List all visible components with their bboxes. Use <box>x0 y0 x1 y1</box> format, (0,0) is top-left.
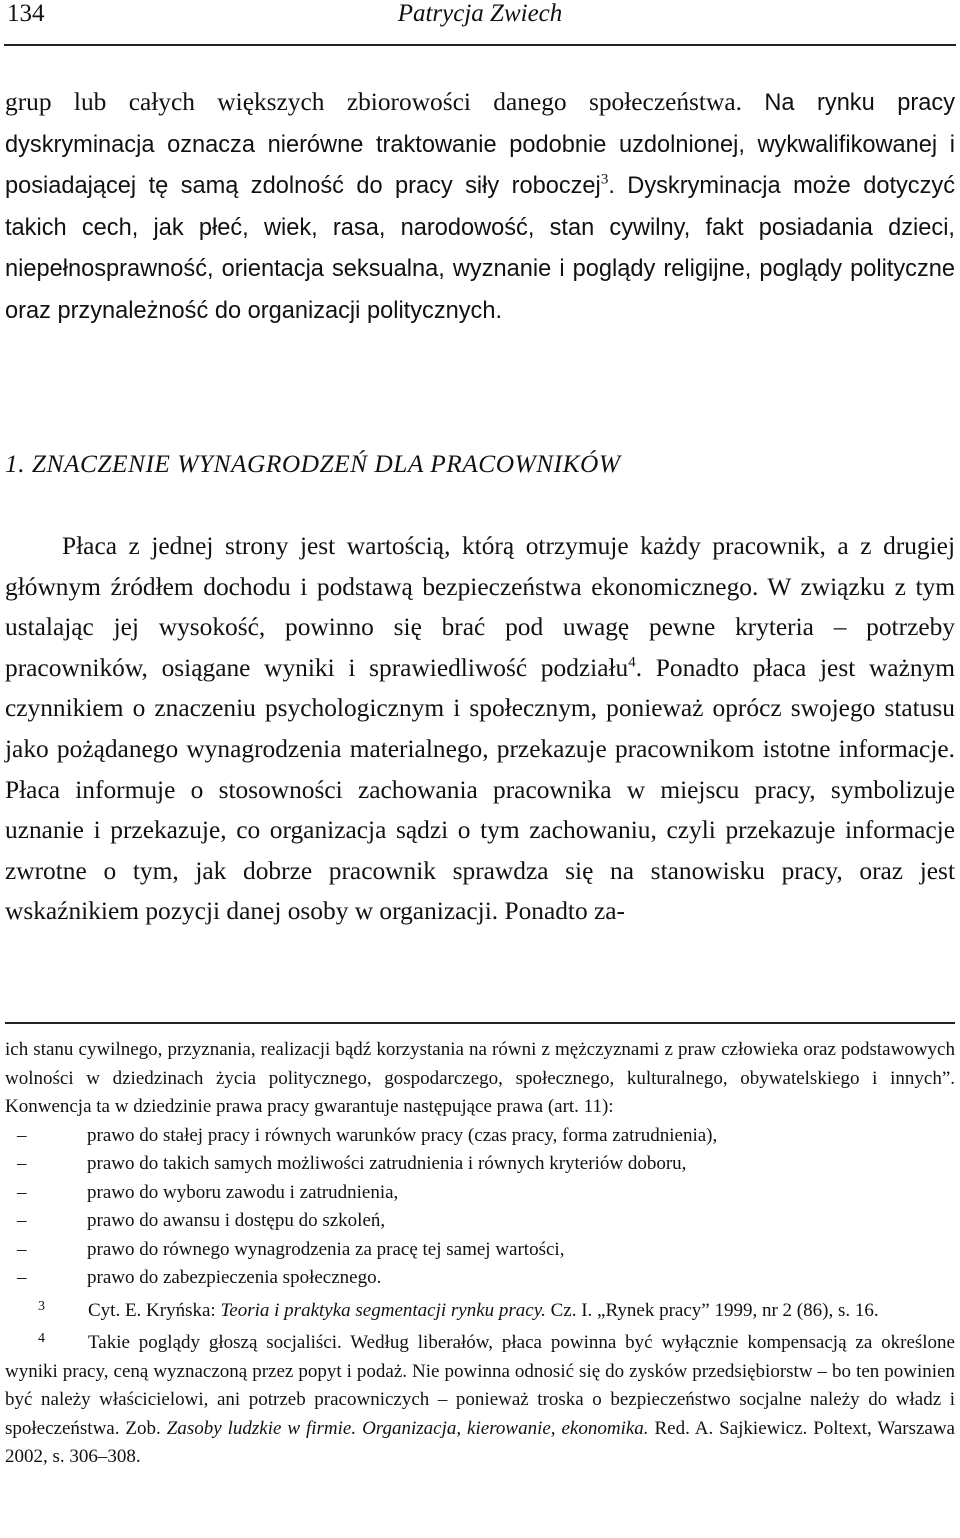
footnote-text: Cz. I. „Rynek pracy” 1999, nr 2 (86), s. 16. <box>545 1299 879 1321</box>
rights-list <box>5 1122 955 1293</box>
dash-bullet: – <box>17 1124 27 1146</box>
footnote-continuation: ich stanu cywilnego, przyznania, realizacji bądź korzystania na równi z mężczyznami z praw człowieka oraz podstawowych wolności w dziedzinach życia politycznego, gospodarczego, społecznego, kulturalnego, obywatelskiego i innych”. Konwencja ta w dziedzinie prawa pracy gwarantuje następujące prawa (art. 11): <box>5 1039 955 1117</box>
footnote-ref-4: 4 <box>628 654 636 671</box>
footnote-3 <box>5 1293 955 1326</box>
paragraph-text: Płaca z jednej strony jest wartością, którą otrzymuje każdy pracownik, a z drugiej głównym źródłem dochodu i podstawą bezpieczeństwa ekonomicznego. W związku z tym ustalając jej wysokość, powinno się brać pod uwagę pewne kryteria – potrzeby pracowników, osiągane wyniki i sprawiedliwość podziału <box>5 532 955 682</box>
footnote-separator <box>5 1022 955 1024</box>
footnote-text: Cyt. E. Kryńska: <box>88 1299 221 1321</box>
list-item-text: prawo do awansu i dostępu do szkoleń, <box>87 1210 386 1231</box>
footnote-number: 4 <box>38 1331 45 1346</box>
running-title: Patrycja Zwiech <box>397 0 563 27</box>
list-item <box>5 1179 955 1208</box>
dash-bullet: – <box>17 1210 27 1231</box>
paragraph-text: . Ponadto płaca jest ważnym czynnikiem o znaczeniu psychologicznym i społecznym, ponieważ oprócz swojego statusu jako pożądanego wynagrodzenia materialnego, przekazuje pracownikom istotne informacje. Płaca informuje o stosowności zachowania pracownika w miejscu pracy, symbolizuje uznanie i przekazuje, co organizacja sądzi o tym zachowaniu, czyli przekazuje informacje zwrotne o tym, jak dobrze pracownik sprawdza się na stanowisku pracy, oraz jest wskaźnikiem pozycji danej osoby w organizacji. Ponadto za- <box>5 653 955 926</box>
footnote-ref-3: 3 <box>600 171 609 188</box>
footnote-text: Takie poglądy głoszą socjaliści. Według liberałów, płaca powinna być wyłącznie kompensacją za określone wyniki pracy, ceną wyznaczoną przez popyt i podaż. Nie powinna odnosić się do zysków przedsiębiorstw – bo ten powinien być należy właścicielowi, ani potrzeb pracowniczych – ponieważ troska o bezpieczeństwo socjalne należy do władz i społeczeństwa. Zob. <box>5 1332 955 1439</box>
paragraph-text: grup lub całych większych zbiorowości danego społeczeństwa. <box>5 88 765 116</box>
list-item-text: prawo do zabezpieczenia społecznego. <box>87 1267 382 1288</box>
footnote-title: Teoria i praktyka segmentacji rynku pracy. <box>220 1299 546 1321</box>
page-header <box>4 0 956 46</box>
list-item <box>5 1122 955 1151</box>
list-item-text: prawo do takich samych możliwości zatrudnienia i równych kryteriów doboru, <box>87 1153 687 1174</box>
footnote-number: 3 <box>38 1298 45 1314</box>
footnote-text: Red. A. Sajkiewicz. Poltext, Warszawa 2002, s. 306–308. <box>5 1417 955 1467</box>
body-paragraph-1 <box>5 82 955 332</box>
list-item <box>5 1264 955 1293</box>
list-item-text: prawo do wyboru zawodu i zatrudnienia, <box>87 1181 399 1203</box>
list-item-text: prawo do stałej pracy i równych warunków pracy (czas pracy, forma zatrudnienia), <box>87 1124 718 1146</box>
dash-bullet: – <box>17 1181 27 1203</box>
list-item <box>5 1150 955 1179</box>
footnotes <box>5 1036 955 1472</box>
paragraph-text-sans: . Dyskryminacja może dotyczyć takich cech, jak płeć, wiek, rasa, narodowość, stan cywilny, fakt posiadania dzieci, niepełnosprawność, orientacja seksualna, wyznanie i poglądy religijne, poglądy polityczne oraz przynależność do organizacji politycznych. <box>5 173 955 324</box>
body-paragraph-2 <box>5 526 955 932</box>
list-item-text: prawo do równego wynagrodzenia za pracę tej samej wartości, <box>87 1238 565 1260</box>
dash-bullet: – <box>17 1238 27 1260</box>
footnote-title: Zasoby ludzkie w firmie. Organizacja, kierowanie, ekonomika. <box>166 1417 649 1439</box>
footnote-4 <box>5 1325 955 1472</box>
dash-bullet: – <box>17 1153 27 1174</box>
page-number: 134 <box>7 0 45 27</box>
list-item <box>5 1236 955 1265</box>
list-item <box>5 1207 955 1236</box>
paragraph-text-sans: Na rynku pracy dyskryminacja oznacza nierówne traktowanie podobnie uzdolnionej, wykwalifikowanej i posiadającej tę samą zdolność do pracy siły roboczej <box>5 90 955 200</box>
dash-bullet: – <box>17 1267 27 1288</box>
section-heading: 1. ZNACZENIE WYNAGRODZEŃ DLA PRACOWNIKÓW <box>5 450 621 478</box>
